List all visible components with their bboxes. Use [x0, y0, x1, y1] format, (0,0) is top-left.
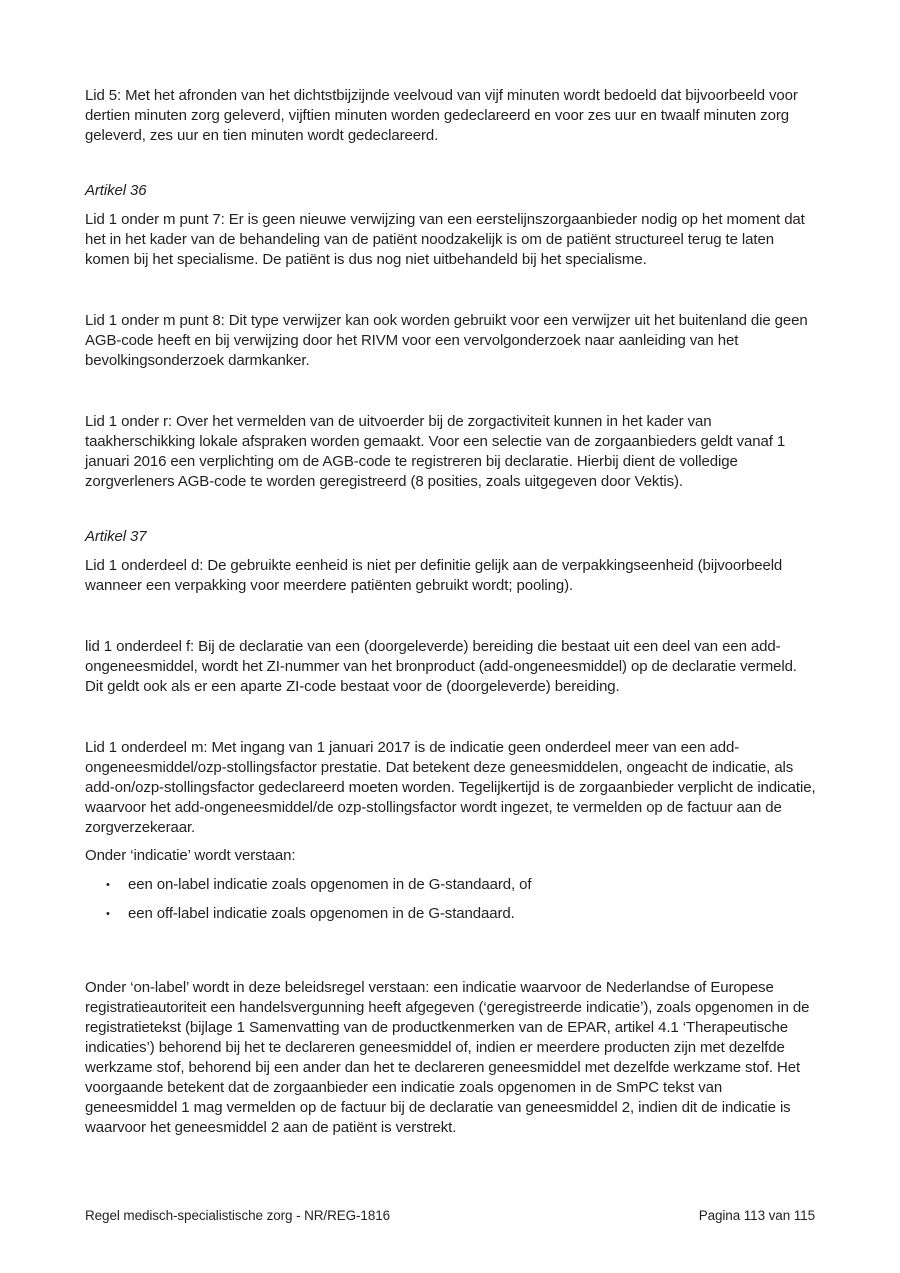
document-body: [85, 86, 816, 1138]
paragraph-indicatie-intro: Onder ‘indicatie’ wordt verstaan:: [85, 847, 296, 864]
bullet-icon: •: [106, 908, 110, 920]
paragraph-lid-1-m: Lid 1 onderdeel m: Met ingang van 1 januari 2017 is de indicatie geen onderdeel meer van een add-ongeneesmiddel/ozp-stollingsfactor prestatie. Dat betekent deze geneesmiddelen, ongeacht de indicatie, als add-on/ozp-stollingsfactor gedeclareerd moeten worden. Tegelijkertijd is de zorgaanbieder verplicht de indicatie, waarvoor het add-ongeneesmiddel/de ozp-stollingsfactor wordt ingezet, te vermelden op de factuur aan de zorgverzekeraar.: [85, 739, 816, 836]
list-item-text: een on-label indicatie zoals opgenomen in de G-standaard, of: [128, 876, 532, 893]
bullet-icon: •: [106, 879, 110, 891]
list-item-text: een off-label indicatie zoals opgenomen in de G-standaard.: [128, 905, 515, 922]
paragraph-lid-1-m-punt-7: Lid 1 onder m punt 7: Er is geen nieuwe verwijzing van een eerstelijnszorgaanbieder nodig op het moment dat het in het kader van de behandeling van de patiënt noodzakelijk is om de patiënt structureel terug te laten komen bij het specialisme. De patiënt is dus nog niet uitbehandeld bij het specialisme.: [85, 211, 805, 268]
paragraph-lid-1-m-punt-8: Lid 1 onder m punt 8: Dit type verwijzer kan ook worden gebruikt voor een verwijzer uit het buitenland die geen AGB-code heeft en bij verwijzing door het RIVM voor een vervolgonderzoek naar aanleiding van het bevolkingsonderzoek darmkanker.: [85, 312, 808, 369]
paragraph-lid-1-r: Lid 1 onder r: Over het vermelden van de uitvoerder bij de zorgactiviteit kunnen in het kader van taakherschikking lokale afspraken worden gemaakt. Voor een selectie van de zorgaanbieders geldt vanaf 1 januari 2016 een verplichting om de AGB-code te registreren bij declaratie. Hierbij dient de volledige zorgverleners AGB-code te worden geregistreerd (8 posities, zoals uitgegeven door Vektis).: [85, 413, 786, 490]
footer-document-title: Regel medisch-specialistische zorg - NR/REG-1816: [85, 1208, 391, 1223]
footer-page-number: Pagina 113 van 115: [698, 1208, 815, 1223]
paragraph-lid-1-d: Lid 1 onderdeel d: De gebruikte eenheid is niet per definitie gelijk aan de verpakkingseenheid (bijvoorbeeld wanneer een verpakking voor meerdere patiënten gebruikt wordt; pooling).: [85, 557, 783, 594]
list-item-off-label: [85, 904, 816, 924]
page-footer: [85, 1207, 815, 1225]
section-heading-artikel-36: Artikel 36: [85, 182, 147, 199]
paragraph-lid-5: Lid 5: Met het afronden van het dichtstbijzijnde veelvoud van vijf minuten wordt bedoeld dat bijvoorbeeld voor dertien minuten zorg geleverd, vijftien minuten worden gedeclareerd en voor zes uur en twaalf minuten zorg geleverd, zes uur en tien minuten wordt gedeclareerd.: [85, 87, 798, 144]
paragraph-on-label-definitie: Onder ‘on-label’ wordt in deze beleidsregel verstaan: een indicatie waarvoor de Nederlandse of Europese registratieautoriteit een handelsvergunning heeft afgegeven (‘geregistreerde indicatie’), zoals opgenomen in de registratietekst (bijlage 1 Samenvatting van de productkenmerken van de EPAR, artikel 4.1 ‘Therapeutische indicaties’) behorend bij het te declareren geneesmiddel of, indien er meerdere producten zijn met dezelfde werkzame stof, behorend bij een ander dan het te declareren geneesmiddel met dezelfde werkzame stof. Het voorgaande betekent dat de zorgaanbieder een indicatie zoals opgenomen in de SmPC tekst van geneesmiddel 1 mag vermelden op de factuur bij de declaratie van geneesmiddel 2, indien dit de indicatie is waarvoor het geneesmiddel 2 aan de patiënt is verstrekt.: [85, 979, 810, 1136]
section-heading-artikel-37: Artikel 37: [85, 528, 147, 545]
list-item-on-label: [85, 875, 816, 895]
paragraph-lid-1-f: lid 1 onderdeel f: Bij de declaratie van een (doorgeleverde) bereiding die bestaat uit een deel van een add-ongeneesmiddel, wordt het ZI-nummer van het bronproduct (add-ongeneesmiddel) op de declaratie vermeld. Dit geldt ook als er een aparte ZI-code bestaat voor de (doorgeleverde) bereiding.: [85, 638, 797, 695]
